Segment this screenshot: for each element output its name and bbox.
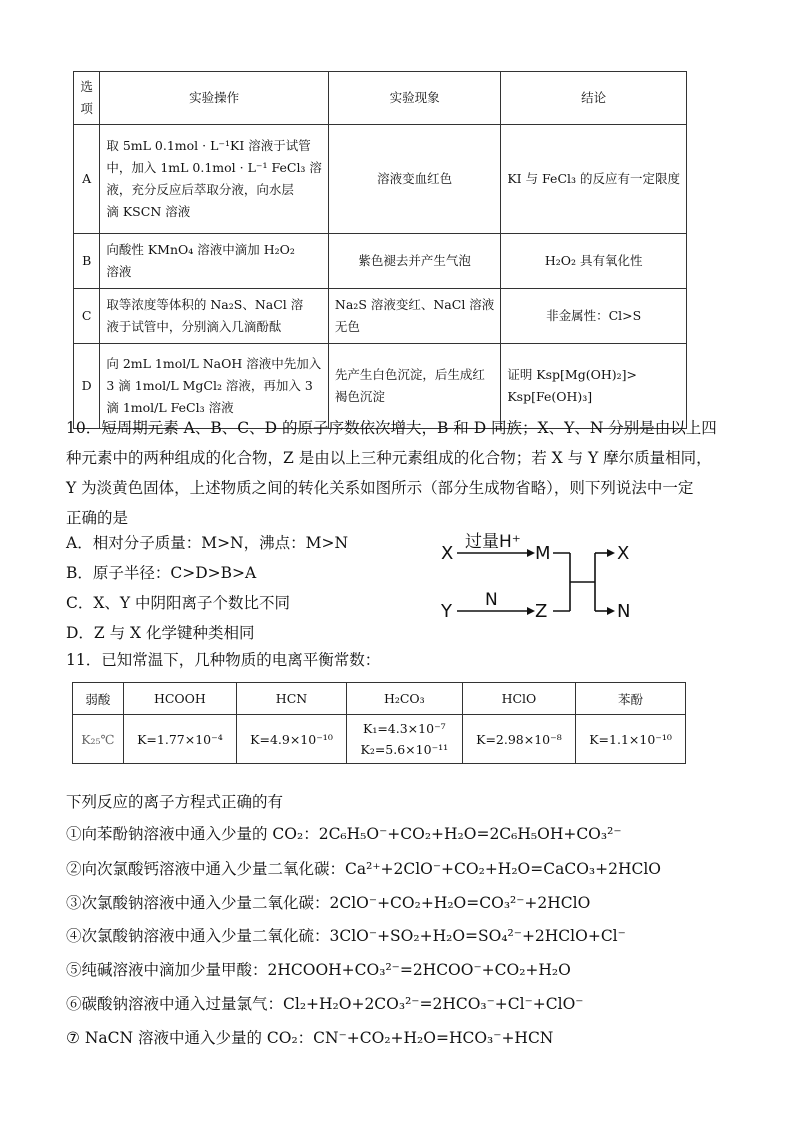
arrowhead (607, 607, 615, 615)
table-header-row (74, 72, 687, 125)
header-h2co3: H₂CO₃ (346, 683, 462, 715)
k-value: K=1.77×10⁻⁴ (137, 731, 223, 747)
product-n: N (617, 601, 631, 622)
option-label: B (74, 234, 100, 289)
equation-3: ③次氯酸钠溶液中通入少量二氧化碳：2ClO⁻+CO₂+H₂O=CO₃²⁻+2HClO (66, 894, 591, 912)
phenomenon-line: 紫色褪去并产生气泡 (358, 253, 471, 268)
conclusion-cell (501, 125, 687, 234)
node-m: M (535, 543, 551, 564)
header-conclusion: 结论 (501, 72, 687, 125)
operation-line: 向酸性 KMnO₄ 溶液中滴加 H₂O₂ (106, 242, 295, 257)
stem-line: 种元素中的两种组成的化合物，Z 是由以上三种元素组成的化合物；若 X 与 Y 摩尔质量相同， (66, 449, 712, 467)
operation-line: 液，充分反应后萃取分液，向水层 (106, 182, 294, 197)
conclusion-line: 证明 Ksp[Mg(OH)₂]> (507, 367, 637, 382)
question-10-stem (66, 413, 717, 533)
equation-7: ⑦ NaCN 溶液中通入少量的 CO₂：CN⁻+CO₂+H₂O=HCO₃⁻+HCN (66, 1029, 554, 1047)
arrowhead (527, 607, 535, 615)
header-operation: 实验操作 (100, 72, 329, 125)
operation-cell (100, 289, 329, 344)
node-x: X (441, 543, 454, 564)
header-hcooh: HCOOH (123, 683, 236, 715)
arrowhead (527, 549, 535, 557)
k1-value: K₁=4.3×10⁻⁷ (362, 721, 446, 736)
option-label: D (74, 344, 100, 429)
option-a: A．相对分子质量：M>N，沸点：M>N (66, 534, 349, 552)
conclusion-line: H₂O₂ 具有氧化性 (544, 253, 643, 268)
phenomenon-line: 溶液变血红色 (377, 171, 453, 186)
operation-line: 滴 1mol/L FeCl₃ 溶液 (106, 400, 234, 415)
conclusion-line: 非金属性：Cl>S (546, 308, 642, 323)
operation-line: 取 5mL 0.1mol · L⁻¹KI 溶液于试管 (106, 138, 311, 153)
option-c: C．X、Y 中阴阳离子个数比不同 (66, 594, 291, 612)
conclusion-line: Ksp[Fe(OH)₃] (507, 389, 593, 404)
value-cell (237, 715, 347, 764)
table-header-row (73, 683, 686, 715)
stem-line: Y 为淡黄色固体，上述物质之间的转化关系如图所示（部分生成物省略），则下列说法中一定 (66, 479, 694, 497)
header-option: 选项 (74, 72, 100, 125)
question-11-stem: 11．已知常温下，几种物质的电离平衡常数： (66, 651, 381, 669)
reagent-n: N (485, 590, 498, 610)
equation-1: ①向苯酚钠溶液中通入少量的 CO₂：2C₆H₅O⁻+CO₂+H₂O=2C₆H₅OH+CO₃²⁻ (66, 825, 622, 843)
product-x: X (617, 543, 630, 564)
option-label: C (74, 289, 100, 344)
operation-line: 溶液 (106, 264, 132, 279)
value-cell (346, 715, 462, 764)
ionization-constant-table (72, 682, 686, 764)
k-value: K=2.98×10⁻⁸ (476, 731, 562, 747)
equation-5: ⑤纯碱溶液中滴加少量甲酸：2HCOOH+CO₃²⁻=2HCOO⁻+CO₂+H₂O (66, 961, 571, 979)
header-phenomenon: 实验现象 (328, 72, 500, 125)
question-10-options (66, 528, 348, 648)
header-weak-acid: 弱酸 (73, 683, 124, 715)
operation-cell (100, 125, 329, 234)
operation-line: 中，加入 1mL 0.1mol · L⁻¹ FeCl₃ 溶 (106, 160, 322, 175)
value-cell (123, 715, 236, 764)
question-11-prompt: 下列反应的离子方程式正确的有 (66, 793, 284, 811)
equation-4: ④次氯酸钠溶液中通入少量二氧化硫：3ClO⁻+SO₂+H₂O=SO₄²⁻+2HClO+Cl⁻ (66, 927, 626, 945)
operation-line: 取等浓度等体积的 Na₂S、NaCl 溶 (106, 297, 304, 312)
option-b: B．原子半径：C>D>B>A (66, 564, 257, 582)
equation-2: ②向次氯酸钙溶液中通入少量二氧化碳：Ca²⁺+2ClO⁻+CO₂+H₂O=CaCO₃+2HClO (66, 860, 662, 878)
table-row (74, 234, 687, 289)
reagent-excess-acid: 过量H⁺ (465, 532, 521, 552)
phenomenon-line: 无色 (334, 319, 360, 334)
arrowhead (607, 549, 615, 557)
conclusion-line: KI 与 FeCl₃ 的反应有一定限度 (507, 171, 680, 186)
conclusion-cell (501, 289, 687, 344)
operation-line: 滴 KSCN 溶液 (106, 204, 191, 219)
value-cell (576, 715, 686, 764)
value-cell (462, 715, 575, 764)
header-hclo: HClO (462, 683, 575, 715)
operation-line: 液于试管中，分别滴入几滴酚酞 (106, 319, 282, 334)
k-value: K=1.1×10⁻¹⁰ (589, 731, 672, 747)
phenomenon-line: 先产生白色沉淀，后生成红 (334, 367, 485, 382)
k-value: K=4.9×10⁻¹⁰ (250, 731, 333, 747)
header-hcn: HCN (237, 683, 347, 715)
equation-6: ⑥碳酸钠溶液中通入过量氯气：Cl₂+H₂O+2CO₃²⁻=2HCO₃⁻+Cl⁻+ClO⁻ (66, 995, 584, 1013)
row-label-k: K₂₅℃ (73, 715, 124, 764)
operation-line: 向 2mL 1mol/L NaOH 溶液中先加入 (106, 356, 322, 371)
phenomenon-cell (328, 125, 500, 234)
phenomenon-line: 褐色沉淀 (334, 389, 385, 404)
phenomenon-line: Na₂S 溶液变红、NaCl 溶液 (334, 297, 495, 312)
option-d: D．Z 与 X 化学键种类相同 (66, 624, 255, 642)
table-row (74, 125, 687, 234)
k2-value: K₂=5.6×10⁻¹¹ (360, 742, 449, 757)
header-phenol: 苯酚 (576, 683, 686, 715)
operation-line: 3 滴 1mol/L MgCl₂ 溶液，再加入 3 (106, 378, 313, 393)
operation-cell (100, 234, 329, 289)
table-row (73, 715, 686, 764)
table-row (74, 289, 687, 344)
phenomenon-cell (328, 234, 500, 289)
option-label: A (74, 125, 100, 234)
stem-line: 正确的是 (66, 509, 129, 527)
phenomenon-cell (328, 289, 500, 344)
stem-line: 10．短周期元素 A、B、C、D 的原子序数依次增大，B 和 D 同族；X、Y、N 分别是由以上四 (66, 419, 717, 437)
conclusion-cell (501, 234, 687, 289)
node-z: Z (535, 601, 548, 622)
conversion-diagram (435, 525, 655, 625)
experiment-table (73, 71, 687, 429)
node-y: Y (441, 601, 452, 622)
